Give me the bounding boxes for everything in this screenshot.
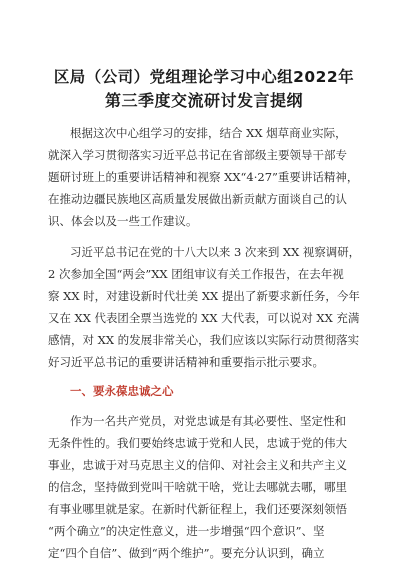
document-title-line-1: 区局（公司）党组理论学习中心组2022年 <box>53 68 355 86</box>
paragraph-2-line-6: 好习近平总书记的重要讲话精神和重要指示批示要求。 <box>48 355 324 369</box>
section-1-line-7: 定“四个自信”、做到“两个维护”。要充分认识到，确立 <box>48 546 325 560</box>
section-1-line-6: “两个确立”的决定性意义，进一步增强“四个意识”、坚 <box>48 524 325 538</box>
section-1-line-5: 有事业哪里就是家。在新时代新征程上，我们还要深刻领悟 <box>48 502 347 516</box>
paragraph-2-line-2: 2 次参加全国“两会”XX 团组审议有关工作报告，在去年视 <box>48 267 344 281</box>
paragraph-1-line-2: 就深入学习贯彻落实习近平总书记在省部级主要领导干部专 <box>48 148 347 162</box>
section-1-line-1: 作为一名共产党员，对党忠诚是有其必要性、坚定性和 <box>70 414 346 428</box>
paragraph-1-line-3: 题研讨班上的重要讲话精神和视察 XX“4·27”重要讲话精神， <box>48 170 359 184</box>
paragraph-1-line-4: 在推动边疆民族地区高质量发展做出新贡献方面谈自己的认 <box>48 192 347 206</box>
section-1-heading: 一、要永葆忠诚之心 <box>70 384 174 398</box>
paragraph-1-line-5: 识、体会以及一些工作建议。 <box>48 214 198 228</box>
document-title-line-2: 第三季度交流研讨发言提纲 <box>104 91 303 110</box>
paragraph-1-line-1: 根据这次中心组学习的安排，结合 XX 烟草商业实际， <box>70 126 347 140</box>
section-1-line-3: 事业，忠诚于对马克思主义的信仰、对社会主义和共产主义 <box>48 458 347 472</box>
paragraph-2-line-4: 又在 XX 代表团全票当选党的 XX 大代表，可以说对 XX 充满 <box>48 311 360 325</box>
section-1-line-2: 无条件性的。我们要始终忠诚于党和人民，忠诚于党的伟大 <box>48 436 347 450</box>
paragraph-2-line-5: 感情，对 XX 的发展非常关心，我们应该以实际行动贯彻落实 <box>48 333 360 347</box>
paragraph-2-line-1: 习近平总书记在党的十八大以来 3 次来到 XX 视察调研， <box>70 245 361 259</box>
paragraph-2-line-3: 察 XX 时，对建设新时代壮美 XX 提出了新要求新任务，今年 <box>48 289 360 303</box>
section-1-line-4: 的信念，坚持做到党叫干啥就干啥，党让去哪就去哪，哪里 <box>48 480 347 494</box>
